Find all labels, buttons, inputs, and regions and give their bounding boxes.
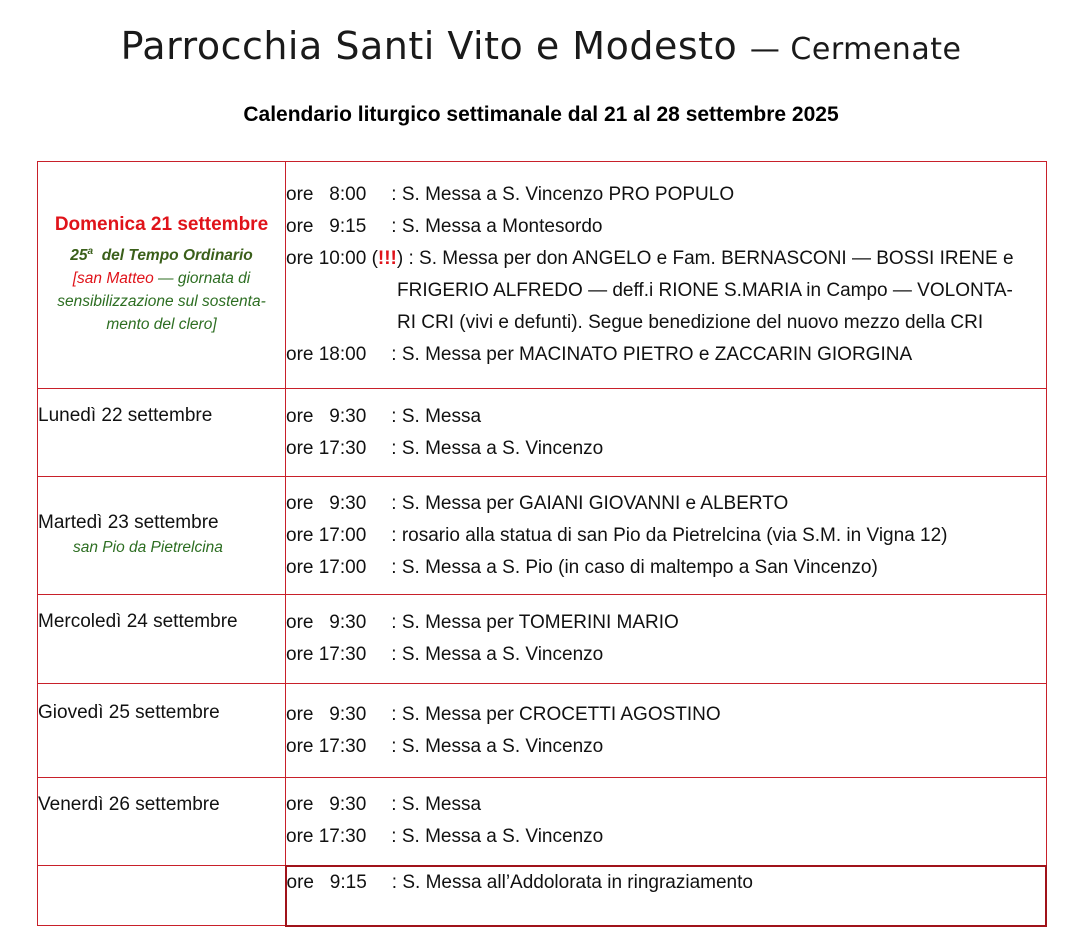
day-name: Domenica 21 settembre bbox=[54, 213, 269, 235]
event-line: ore 17:00 : rosario alla statua di san Pio da Pietrelcina (via S.M. in Vigna 12) bbox=[286, 524, 948, 546]
day-cell bbox=[38, 162, 286, 389]
event-line: ore 17:30 : S. Messa a S. Vincenzo bbox=[286, 437, 604, 459]
calendar-subtitle: Calendario liturgico settimanale dal 21 al 28 settembre 2025 bbox=[243, 103, 839, 126]
event-line: ore 9:30 : S. Messa per GAIANI GIOVANNI e ALBERTO bbox=[286, 492, 789, 514]
event-continuation: RI CRI (vivi e defunti). Segue benedizione del nuovo mezzo della CRI bbox=[397, 312, 984, 333]
events-cell bbox=[286, 477, 1047, 595]
day-cell bbox=[38, 595, 286, 684]
day-name: Lunedì 22 settembre bbox=[38, 405, 213, 426]
event-line: ore 9:15 : S. Messa all’Addolorata in ringraziamento bbox=[286, 871, 753, 893]
warning-marks: !!! bbox=[377, 248, 397, 269]
event-continuation: FRIGERIO ALFREDO — deff.i RIONE S.MARIA in Campo — VOLONTA- bbox=[397, 280, 1013, 301]
day-name: Venerdì 26 settembre bbox=[38, 794, 220, 815]
event-line: ore 9:30 : S. Messa per TOMERINI MARIO bbox=[286, 612, 679, 633]
day-name: Mercoledì 24 settembre bbox=[38, 611, 238, 632]
event-line: ore 9:15 : S. Messa a Montesordo bbox=[286, 216, 603, 237]
event-line: ore 8:00 : S. Messa a S. Vincenzo PRO POPULO bbox=[286, 184, 735, 205]
event-line: ore 10:00 (!!!) : S. Messa per don ANGELO e Fam. BERNASCONI — BOSSI IRENE e bbox=[286, 248, 1014, 269]
saint-name: [san Matteo bbox=[72, 270, 154, 288]
table-row bbox=[38, 778, 1047, 866]
table-row bbox=[38, 595, 1047, 684]
table-row bbox=[38, 477, 1047, 595]
event-line: ore 17:30 : S. Messa a S. Vincenzo bbox=[286, 735, 604, 757]
saint-of-day: san Pio da Pietrelcina bbox=[73, 539, 223, 556]
event-line: ore 9:30 : S. Messa per CROCETTI AGOSTINO bbox=[286, 703, 721, 725]
event-line: ore 17:30 : S. Messa a S. Vincenzo bbox=[286, 644, 604, 665]
day-cell bbox=[38, 866, 286, 926]
event-line: ore 9:30 : S. Messa bbox=[286, 405, 482, 427]
table-row bbox=[38, 866, 1047, 926]
feast-note: [san Matteo — giornata di sensibilizzazione sul sostenta-mento del clero] bbox=[57, 270, 266, 334]
event-line: ore 17:00 : S. Messa a S. Pio (in caso di maltempo a San Vincenzo) bbox=[286, 556, 878, 578]
day-name: Giovedì 25 settembre bbox=[38, 702, 220, 723]
event-line: ore 18:00 : S. Messa per MACINATO PIETRO e ZACCARIN GIORGINA bbox=[286, 344, 913, 365]
events-cell bbox=[286, 162, 1047, 389]
parish-title bbox=[0, 24, 1082, 68]
day-cell bbox=[38, 684, 286, 778]
parish-name: Parrocchia Santi Vito e Modesto bbox=[120, 24, 738, 68]
table-row bbox=[38, 684, 1047, 778]
parish-town: — Cermenate bbox=[749, 32, 962, 67]
day-cell bbox=[38, 778, 286, 866]
events-cell bbox=[286, 595, 1047, 684]
day-name: Martedì 23 settembre bbox=[38, 512, 219, 533]
events-cell bbox=[286, 684, 1047, 778]
liturgical-calendar-table bbox=[37, 161, 1047, 927]
events-cell bbox=[286, 389, 1047, 477]
event-line: ore 17:30 : S. Messa a S. Vincenzo bbox=[286, 826, 604, 848]
events-cell bbox=[286, 778, 1047, 866]
table-row bbox=[38, 162, 1047, 389]
day-cell bbox=[38, 477, 286, 595]
table-row bbox=[38, 389, 1047, 477]
day-cell bbox=[38, 389, 286, 477]
event-line: ore 9:30 : S. Messa bbox=[286, 794, 482, 816]
events-cell-selected[interactable] bbox=[286, 866, 1047, 926]
liturgical-week-note: 25$^a$ del Tempo Ordinario bbox=[70, 245, 253, 265]
